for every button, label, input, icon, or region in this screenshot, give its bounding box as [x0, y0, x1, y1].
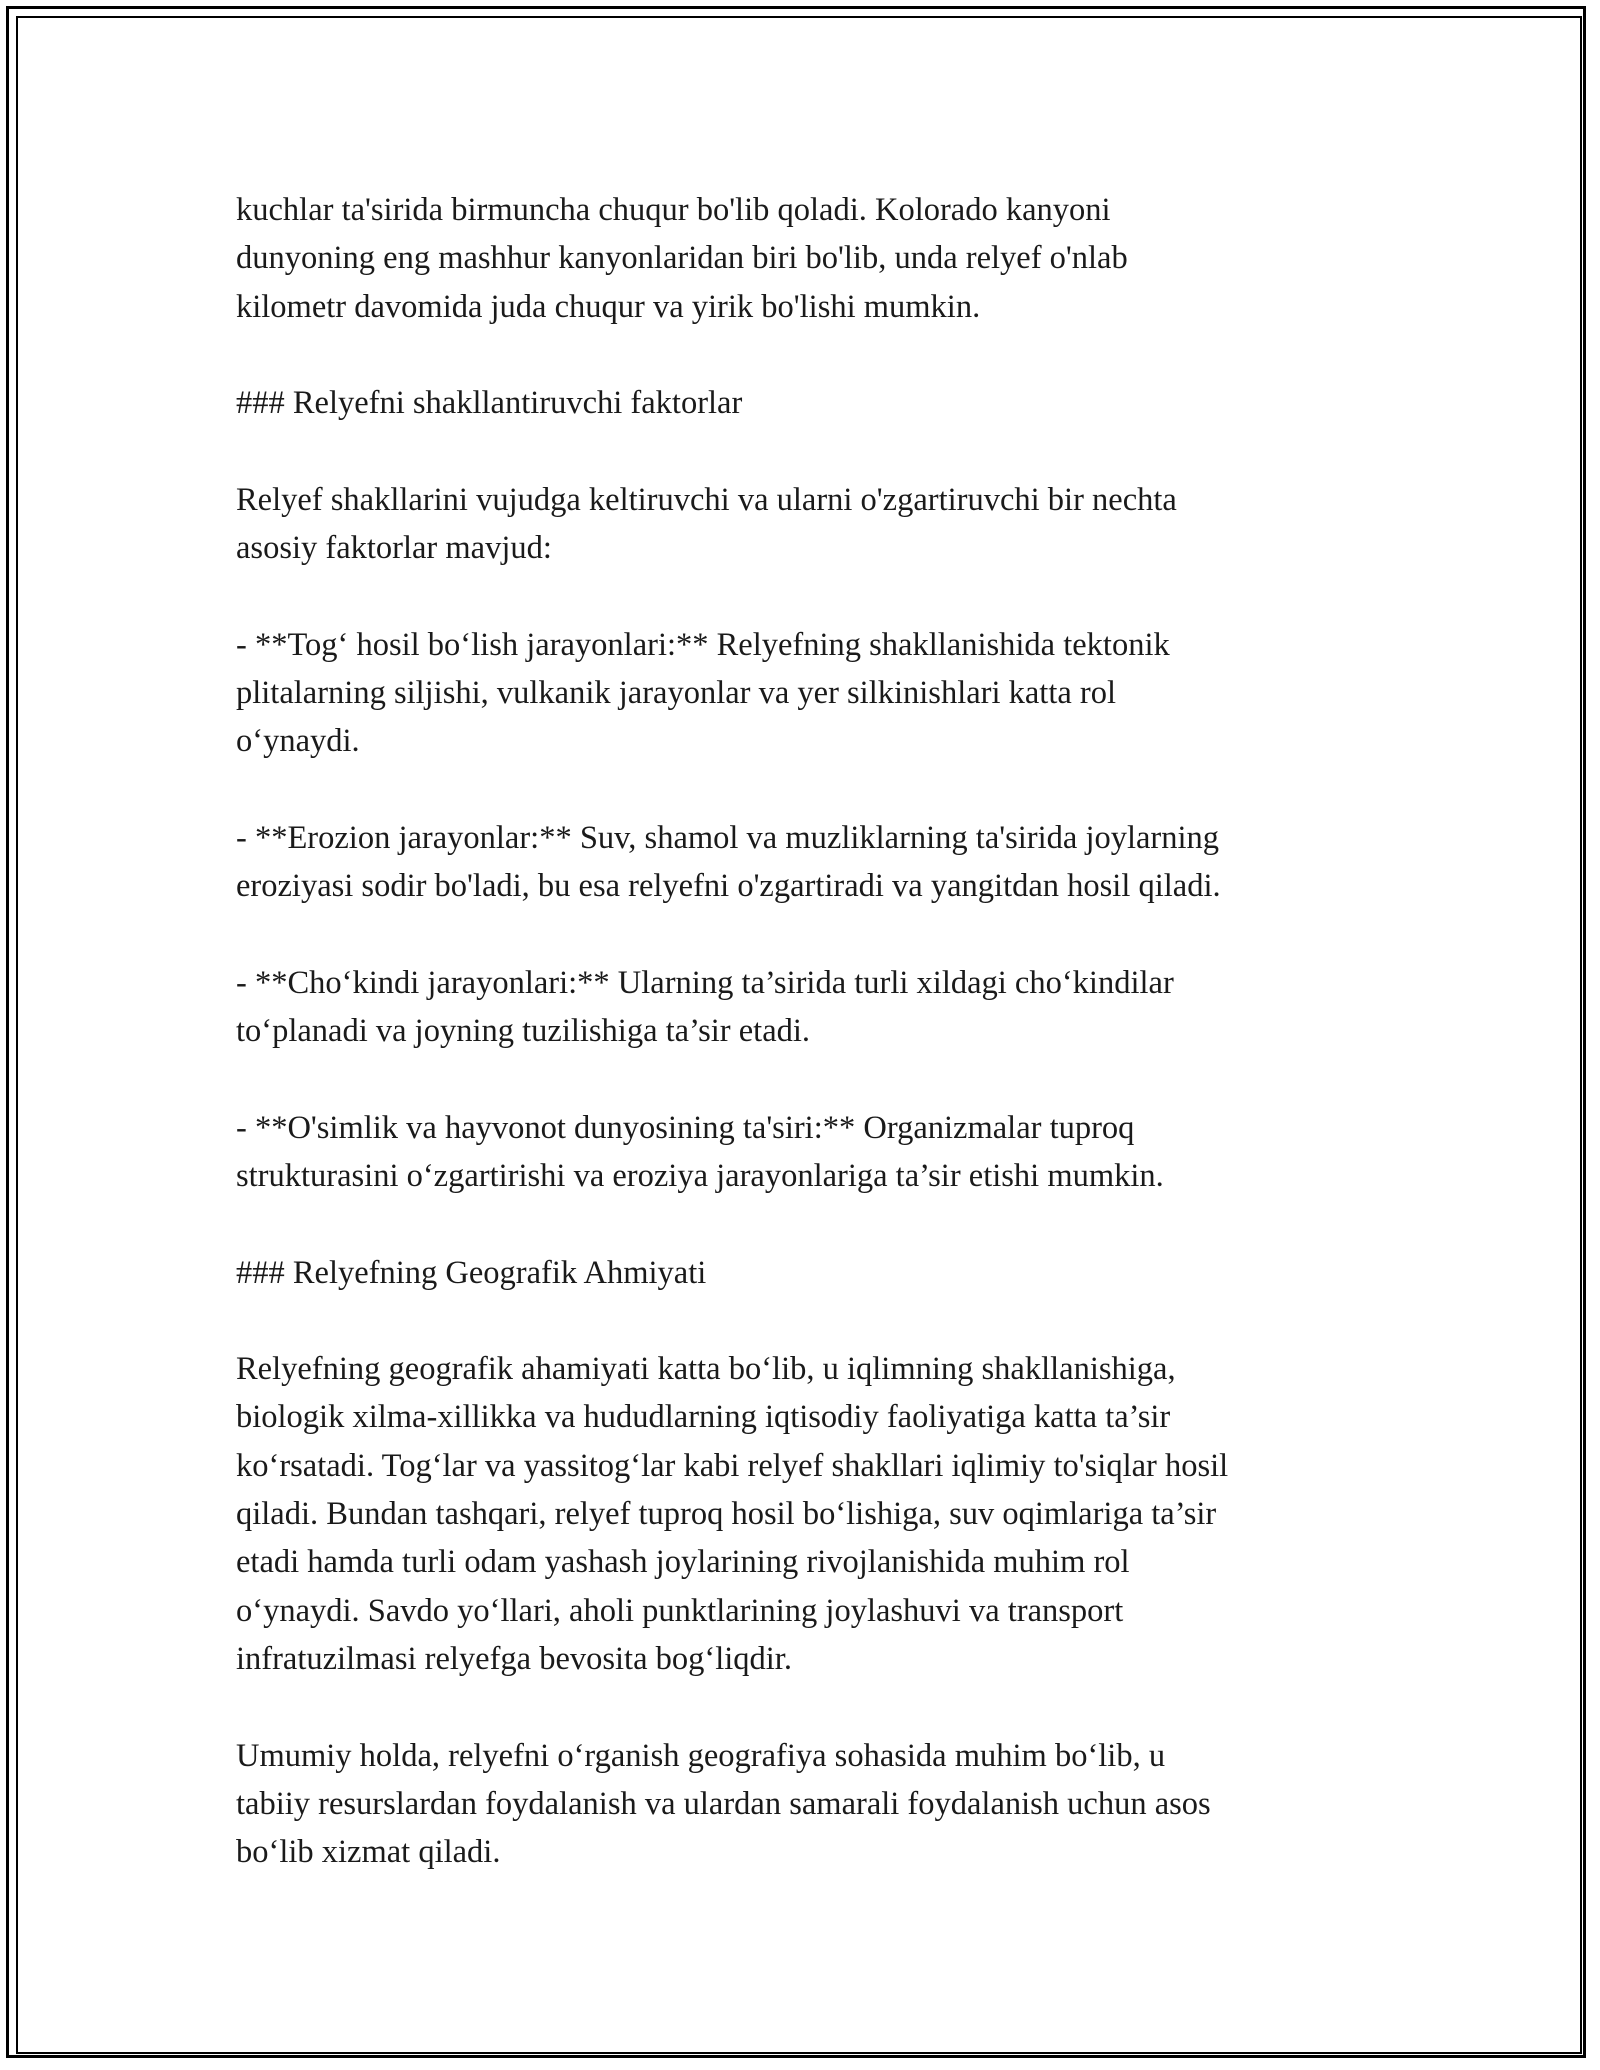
- paragraph-kolorado-kanyoni: kuchlar ta'sirida birmuncha chuqur bo'lib qoladi. Kolorado kanyoni dunyoning eng mashhur kanyonlaridan biri bo'lib, unda relyef o'nlab kilometr davomida juda chuqur va yirik bo'lishi mumkin.: [236, 192, 1128, 325]
- document-body: [236, 186, 1386, 1925]
- list-item-chokindi-jarayonlari: - **Cho‘kindi jarayonlari:** Ularning ta’sirida turli xildagi cho‘kindilar to‘planadi va joyning tuzilishiga ta’sir etadi.: [236, 964, 1174, 1050]
- heading-relyefni-shakllantiruvchi-faktorlar: ### Relyefni shakllantiruvchi faktorlar: [236, 385, 743, 422]
- list-item-erozion-jarayonlar: - **Erozion jarayonlar:** Suv, shamol va muzliklarning ta'sirida joylarning eroziyasi sodir bo'ladi, bu esa relyefni o'zgartiradi va yangitdan hosil qiladi.: [236, 819, 1221, 905]
- list-item-tog-hosil-bolish: - **Tog‘ hosil bo‘lish jarayonlari:** Relyefning shakllanishida tektonik plitalarning siljishi, vulkanik jarayonlar va yer silkinishlari katta rol o‘ynaydi.: [236, 626, 1170, 760]
- heading-relyefning-geografik-ahmiyati: ### Relyefning Geografik Ahmiyati: [236, 1254, 707, 1291]
- paragraph-asosiy-faktorlar: Relyef shakllarini vujudga keltiruvchi va ularni o'zgartiruvchi bir nechta asosiy faktorlar mavjud:: [236, 481, 1177, 567]
- paragraph-umumiy-holda: Umumiy holda, relyefni o‘rganish geografiya sohasida muhim bo‘lib, u tabiiy resurslardan foydalanish va ulardan samarali foydalanish uchun asos bo‘lib xizmat qiladi.: [236, 1737, 1211, 1871]
- paragraph-geografik-ahamiyati: Relyefning geografik ahamiyati katta bo‘lib, u iqlimning shakllanishiga, biologik xilma-xillikka va hududlarning iqtisodiy faoliyatiga katta ta’sir ko‘rsatadi. Tog‘lar va yassitog‘lar kabi relyef shakllari iqlimiy to'siqlar hosil qiladi. Bundan tashqari, relyef tuproq hosil bo‘lishiga, suv oqimlariga ta’sir etadi hamda turli odam yashash joylarining rivojlanishida muhim rol o‘ynaydi. Savdo yo‘llari, aholi punktlarining joylashuvi va transport infratuzilmasi relyefga bevosita bog‘liqdir.: [236, 1351, 1229, 1677]
- list-item-osimlik-hayvonot: - **O'simlik va hayvonot dunyosining ta'siri:** Organizmalar tuproq strukturasini o‘zgartirishi va eroziya jarayonlariga ta’sir etishi mumkin.: [236, 1109, 1164, 1194]
